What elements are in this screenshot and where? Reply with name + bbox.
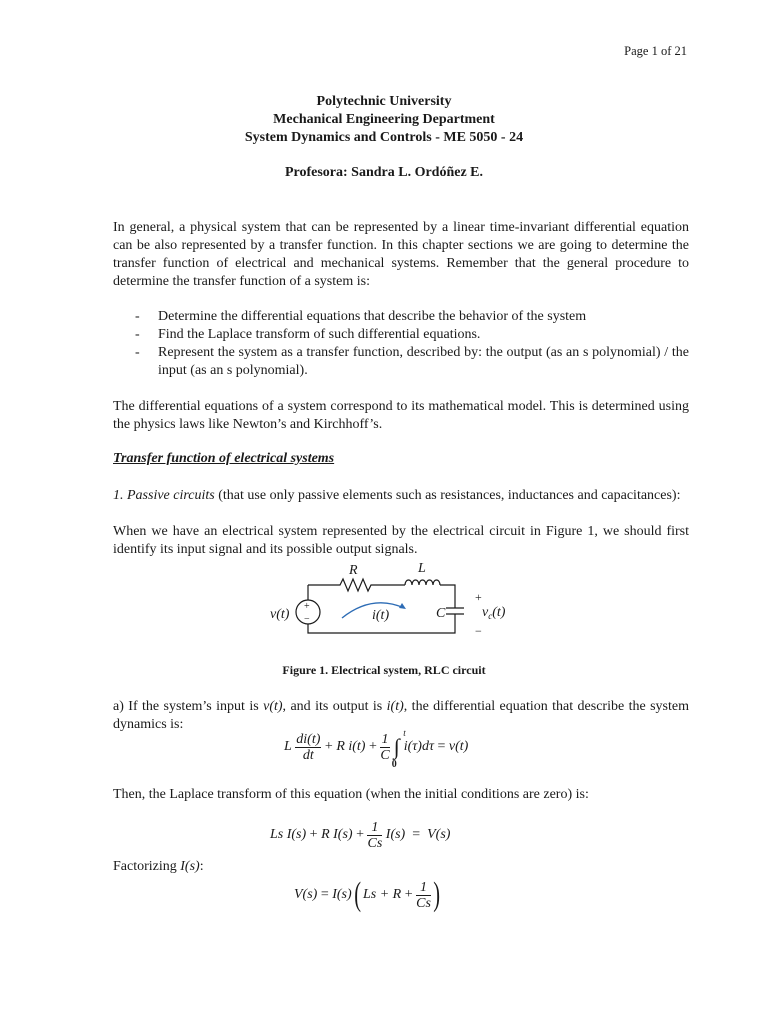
passive-circuits-paragraph: 1. Passive circuits (that use only passive elements such as resistances, inductances and capacitances): bbox=[113, 488, 681, 503]
vc-minus: − bbox=[475, 624, 482, 638]
bullet-marker: - bbox=[135, 327, 140, 342]
laplace-paragraph: Then, the Laplace transform of this equation (when the initial conditions are zero) is: bbox=[113, 787, 589, 802]
capacitor-label: C bbox=[436, 606, 446, 621]
bullet-marker: - bbox=[135, 345, 140, 360]
inductor-symbol bbox=[405, 580, 440, 585]
list-item: - Represent the system as a transfer function, described by: the output (as an s polynomial) / the input (as an s polynomial). bbox=[135, 345, 689, 378]
university-name: Polytechnic University bbox=[316, 94, 452, 109]
professor-name: Profesora: Sandra L. Ordóñez E. bbox=[284, 165, 484, 180]
section-title: Transfer function of electrical systems bbox=[113, 451, 335, 466]
factorizing-label: Factorizing I(s): bbox=[113, 859, 204, 874]
intro-paragraph: In general, a physical system that can be represented by a linear time-invariant differential equation can be also represented by a transfer function. In this chapter sections we are going to determine the transfer function of electrical and mechanical systems. Remember that the general procedure to determine the transfer function of a system is: bbox=[113, 220, 689, 289]
figure-caption: Figure 1. Electrical system, RLC circuit bbox=[282, 663, 486, 677]
circuit-intro-paragraph: When we have an electrical system represented by the electrical circuit in Figure 1, we should first identify its input signal and its possible output signals. bbox=[113, 524, 689, 557]
current-label: i(t) bbox=[372, 608, 390, 623]
resistor-symbol bbox=[308, 579, 405, 591]
procedure-list bbox=[113, 308, 689, 380]
course-title: System Dynamics and Controls - ME 5050 - 24 bbox=[244, 130, 524, 145]
laplace-equation: Ls I(s) + R I(s) + $\frac{1}{Cs}$ I(s) = V(s) bbox=[270, 819, 451, 851]
passive-circuits-label: 1. Passive circuits bbox=[113, 488, 215, 503]
source-minus: − bbox=[304, 614, 310, 625]
factorized-equation: V(s) = I(s) ( Ls + R + $\frac{1}{Cs}$ ) bbox=[294, 876, 440, 913]
differential-equation: L $\frac{di(t)}{dt}$ + R i(t) + $\frac{1}{C}$ ∫ t 0 i(τ)dτ = v(t) bbox=[284, 728, 469, 770]
models-paragraph: The differential equations of a system correspond to its mathematical model. This is determined using the physics laws like Newton’s and Kirchhoff’s. bbox=[113, 399, 689, 432]
part-a-paragraph: a) If the system’s input is v(t), and its output is i(t), the differential equation that describe the system dynamics is: bbox=[113, 699, 689, 732]
output-signal: i(t) bbox=[386, 699, 404, 714]
page-number: Page 1 of 21 bbox=[624, 44, 687, 58]
input-signal: v(t) bbox=[263, 699, 283, 714]
list-item: - Determine the differential equations that describe the behavior of the system bbox=[135, 309, 587, 324]
vc-plus: + bbox=[475, 590, 482, 604]
rlc-circuit-diagram bbox=[260, 558, 520, 648]
department-name: Mechanical Engineering Department bbox=[273, 112, 495, 127]
bullet-marker: - bbox=[135, 309, 140, 324]
source-plus: + bbox=[304, 601, 310, 612]
resistor-label: R bbox=[349, 563, 358, 578]
vc-label: $v_c(t)$ bbox=[482, 605, 506, 621]
list-item: - Find the Laplace transform of such differential equations. bbox=[135, 327, 481, 342]
inductor-label: L bbox=[418, 561, 426, 576]
source-label: v(t) bbox=[270, 607, 290, 622]
